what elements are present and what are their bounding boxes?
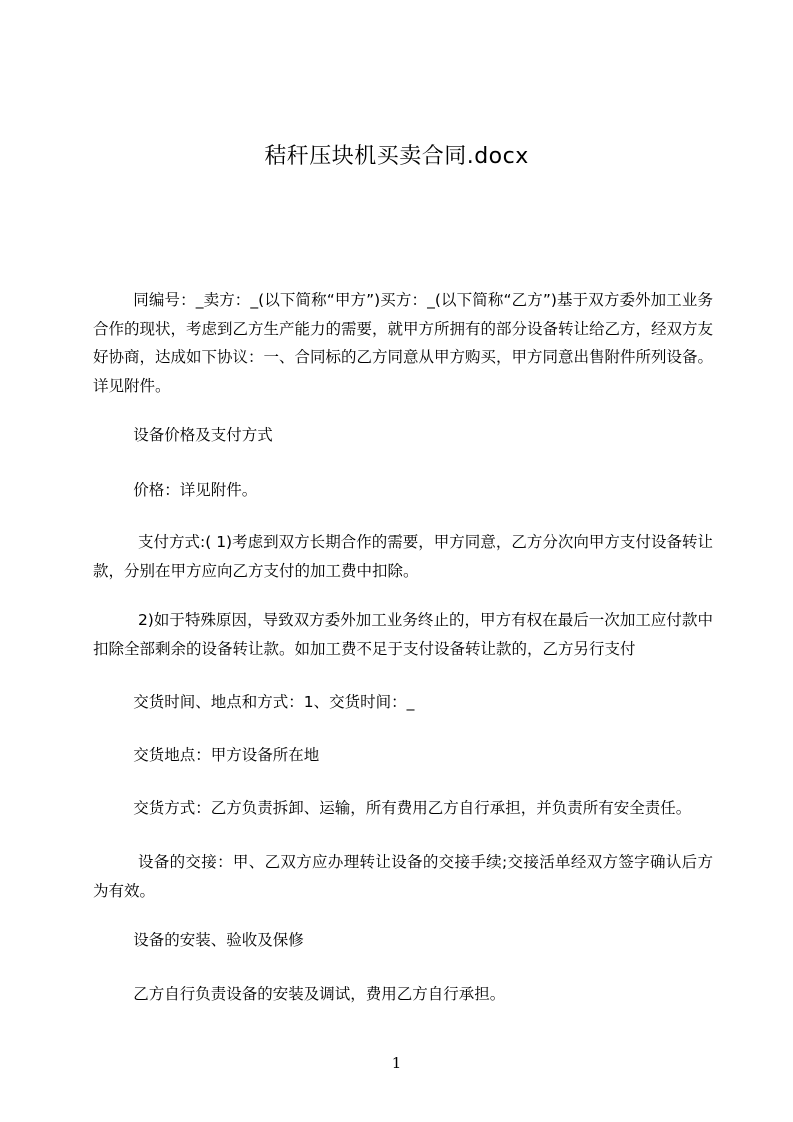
- paragraph-intro: 同编号：_卖方：_(以下简称“甲方”)买方：_(以下简称“乙方”)基于双方委外加工业务合作的现状，考虑到乙方生产能力的需要，就甲方所拥有的部分设备转让给乙方，经双方友好协商，达成如下协议：一、合同标的乙方同意从甲方购买，甲方同意出售附件所列设备。详见附件。: [93, 291, 714, 395]
- paragraph-heading-price: 设备价格及支付方式: [133, 426, 273, 444]
- paragraph-payment-2: 2)如于特殊原因，导致双方委外加工业务终止的，甲方有权在最后一次加工应付款中扣除全部剩余的设备转让款。如加工费不足于支付设备转让款的，乙方另行支付: [93, 611, 713, 658]
- paragraph-payment-1: 支付方式:( 1)考虑到双方长期合作的需要，甲方同意，乙方分次向甲方支付设备转让款，分别在甲方应向乙方支付的加工费中扣除。: [93, 533, 713, 580]
- paragraph-handover: 设备的交接：甲、乙双方应办理转让设备的交接手续;交接活单经双方签字确认后方为有效。: [93, 853, 713, 900]
- paragraph-delivery-method: 交货方式：乙方负责拆卸、运输，所有费用乙方自行承担，并负责所有安全责任。: [133, 799, 692, 817]
- paragraph-delivery-place: 交货地点：甲方设备所在地: [133, 746, 320, 764]
- paragraph-install: 乙方自行负责设备的安装及调试，费用乙方自行承担。: [133, 985, 506, 1003]
- paragraph-delivery-time: 交货时间、地点和方式：1、交货时间：_: [133, 693, 415, 711]
- page-number: 1: [391, 1054, 402, 1072]
- document-title: 秸秆压块机买卖合同.docx: [264, 144, 529, 169]
- paragraph-price: 价格：详见附件。: [133, 481, 258, 499]
- paragraph-heading-install: 设备的安装、验收及保修: [133, 931, 304, 949]
